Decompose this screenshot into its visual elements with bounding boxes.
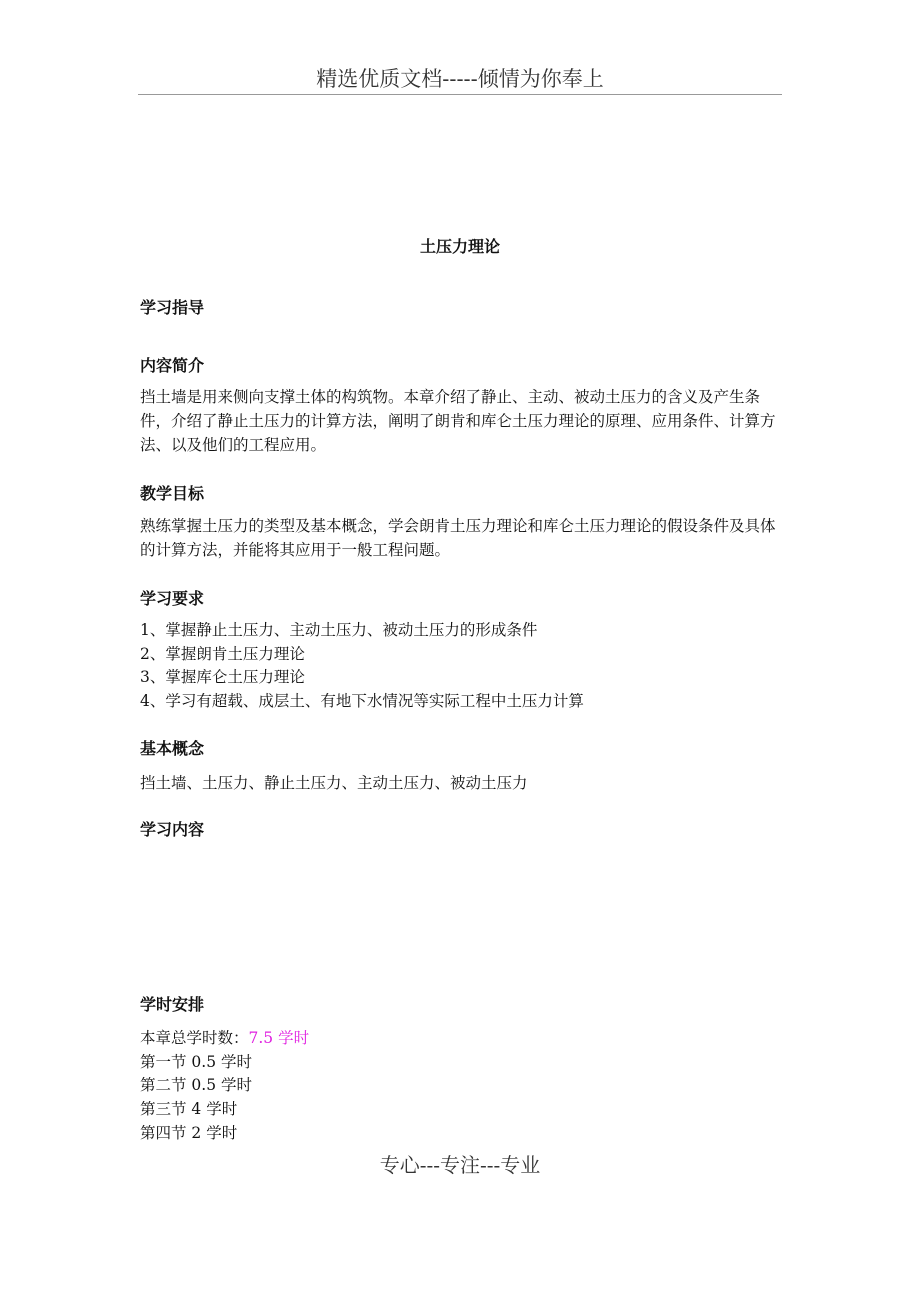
list-item: 第三节 4 学时 bbox=[140, 1100, 238, 1119]
page-header: 精选优质文档-----倾情为你奉上 bbox=[316, 67, 604, 91]
list-item: 4、学习有超载、成层土、有地下水情况等实际工程中土压力计算 bbox=[140, 692, 584, 711]
document-title: 土压力理论 bbox=[419, 237, 500, 256]
basic-concepts-paragraph: 挡土墙、土压力、静止土压力、主动土压力、被动土压力 bbox=[140, 774, 528, 792]
schedule-total bbox=[140, 1027, 782, 1051]
heading-content-intro: 内容简介 bbox=[140, 356, 205, 375]
header-divider bbox=[138, 94, 782, 95]
schedule-total-label: 本章总学时数： bbox=[140, 1029, 249, 1047]
heading-study-content: 学习内容 bbox=[140, 820, 205, 839]
heading-schedule: 学时安排 bbox=[140, 995, 205, 1014]
heading-teaching-goals: 教学目标 bbox=[140, 484, 205, 503]
list-item: 3、掌握库仑土压力理论 bbox=[140, 668, 305, 687]
list-item: 第一节 0.5 学时 bbox=[140, 1052, 253, 1071]
schedule-total-value: 7.5 学时 bbox=[248, 1029, 310, 1047]
content-intro-paragraph: 挡土墙是用来侧向支撑土体的构筑物。本章介绍了静止、主动、被动土压力的含义及产生条件，介绍了静止土压力的计算方法，阐明了朗肯和库仑土压力理论的原理、应用条件、计算方法、以及他们的工程应用。 bbox=[140, 388, 776, 454]
list-item: 第二节 0.5 学时 bbox=[140, 1076, 253, 1095]
heading-requirements: 学习要求 bbox=[140, 589, 205, 608]
list-item: 第四节 2 学时 bbox=[140, 1123, 238, 1142]
list-item: 1、掌握静止土压力、主动土压力、被动土压力的形成条件 bbox=[140, 621, 538, 639]
requirements-list bbox=[140, 619, 782, 714]
heading-basic-concepts: 基本概念 bbox=[140, 739, 205, 758]
schedule-list bbox=[140, 1027, 782, 1146]
page-footer: 专心---专注---专业 bbox=[379, 1153, 541, 1177]
teaching-goals-paragraph: 熟练掌握土压力的类型及基本概念，学会朗肯土压力理论和库仑土压力理论的假设条件及具体的计算方法，并能将其应用于一般工程问题。 bbox=[140, 517, 776, 559]
list-item: 2、掌握朗肯土压力理论 bbox=[140, 644, 305, 663]
heading-study-guide: 学习指导 bbox=[140, 298, 205, 317]
